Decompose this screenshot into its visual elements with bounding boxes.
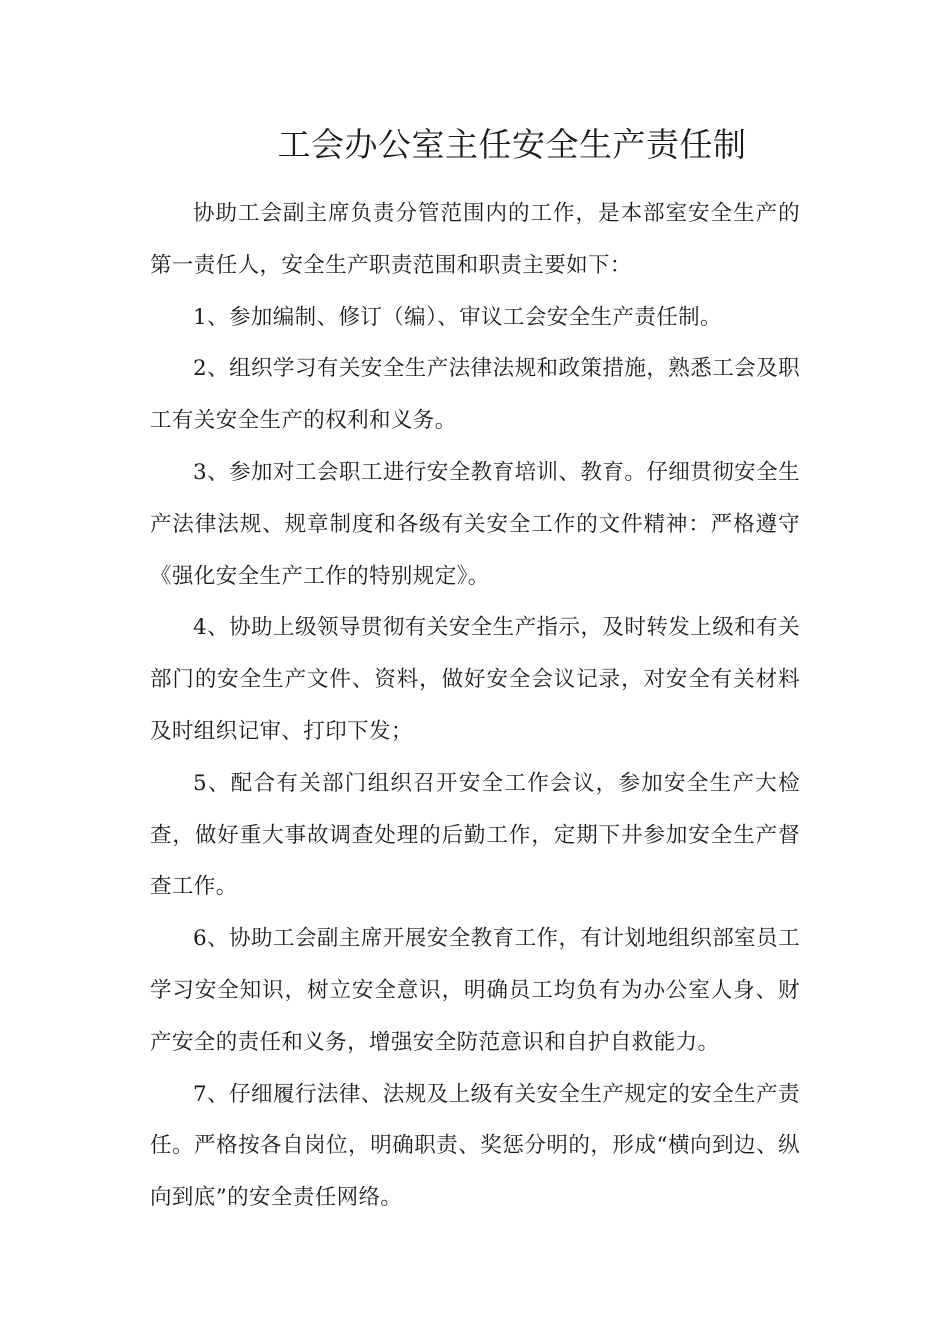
paragraph-item-6: 6、协助工会副主席开展安全教育工作，有计划地组织部室员工学习安全知识，树立安全意识，明确员工均负有为办公室人身、财产安全的责任和义务，增强安全防范意识和自护自救能力。	[150, 926, 800, 1055]
paragraph-item-2: 2、组织学习有关安全生产法律法规和政策措施，熟悉工会及职工有关安全生产的权利和义务。	[150, 356, 800, 434]
paragraph-item-7: 7、仔细履行法律、法规及上级有关安全生产规定的安全生产责任。严格按各自岗位，明确职责、奖惩分明的，形成“横向到边、纵向到底”的安全责任网络。	[150, 1081, 800, 1211]
paragraph-item-3: 3、参加对工会职工进行安全教育培训、教育。仔细贯彻安全生产法律法规、规章制度和各级有关安全工作的文件精神：严格遵守《强化安全生产工作的特别规定》。	[150, 459, 800, 589]
document-body	[150, 188, 800, 1224]
paragraph-item-4: 4、协助上级领导贯彻有关安全生产指示，及时转发上级和有关部门的安全生产文件、资料，做好安全会议记录，对安全有关材料及时组织记审、打印下发；	[150, 615, 800, 744]
document-title: 工会办公室主任安全生产责任制	[277, 125, 747, 164]
paragraph-intro: 协助工会副主席负责分管范围内的工作，是本部室安全生产的第一责任人，安全生产职责范围和职责主要如下：	[150, 201, 800, 278]
paragraph-item-5: 5、配合有关部门组织召开安全工作会议，参加安全生产大检查，做好重大事故调查处理的后勤工作，定期下井参加安全生产督查工作。	[150, 770, 800, 900]
paragraph-item-1: 1、参加编制、修订（编）、审议工会安全生产责任制。	[193, 304, 722, 330]
